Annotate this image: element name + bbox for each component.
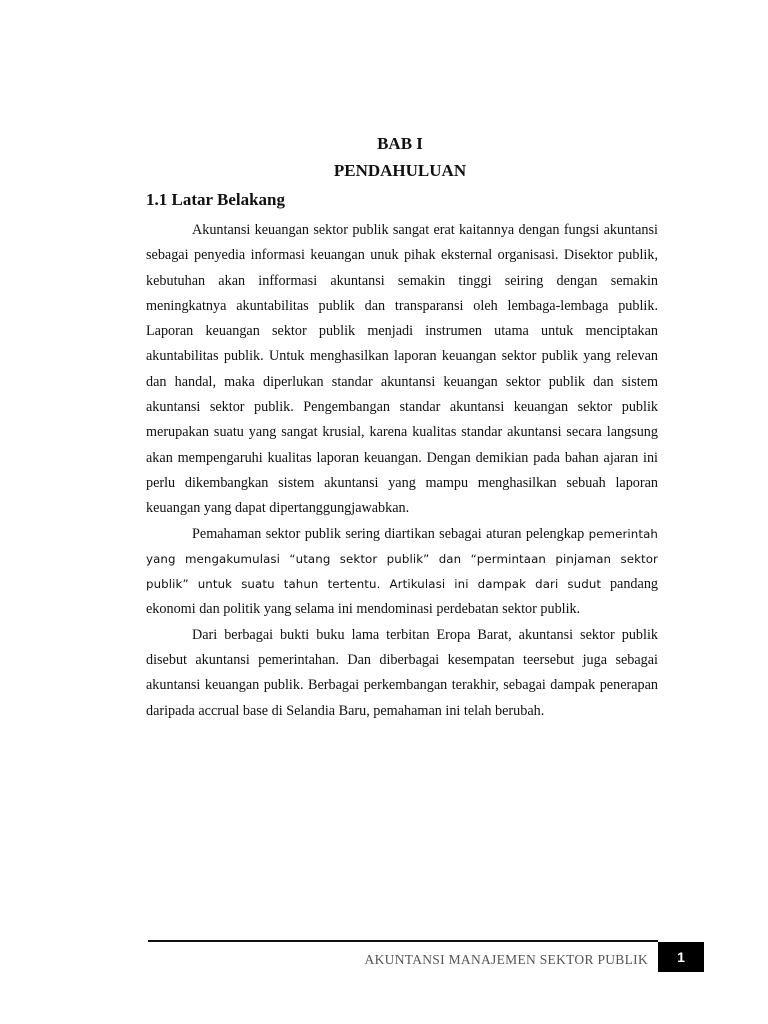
chapter-number: BAB I xyxy=(377,134,423,153)
chapter-title: PENDAHULUAN xyxy=(333,161,467,180)
footer-rule xyxy=(148,940,658,942)
paragraph-2-start: Pemahaman sektor publik sering diartikan sebagai aturan pelengkap xyxy=(192,525,585,542)
paragraph-2-end: pandang ekonomi dan politik yang selama ini mendominasi perdebatan sektor publik. xyxy=(146,576,659,618)
body-text xyxy=(146,218,658,724)
footer-running-title: AKUNTANSI MANAJEMEN SEKTOR PUBLIK xyxy=(364,952,648,967)
paragraph-1: Akuntansi keuangan sektor publik sangat erat kaitannya dengan fungsi akuntansi sebagai penyedia informasi keuangan unuk pihak eksternal organisasi. Disektor publik, kebutuhan akan infformasi akuntansi semakin tinggi seiring dengan semakin meningkatnya akuntabilitas publik dan transparansi oleh lembaga-lembaga publik. Laporan keuangan sektor publik menjadi instrumen utama untuk menciptakan akuntabilitas publik. Untuk menghasilkan laporan keuangan sektor publik yang relevan dan handal, maka diperlukan standar akuntansi keuangan sektor publik dan sistem akuntansi sektor publik. Pengembangan standar akuntansi keuangan sektor publik merupakan suatu yang sangat krusial, karena kualitas standar akuntansi secara langsung akan mempengaruhi kualitas laporan keuangan. Dengan demikian pada bahan ajaran ini perlu dikembangkan sistem akuntansi yang mampu menghasilkan sebuah laporan keuangan yang dapat dipertanggungjawabkan. xyxy=(146,222,658,517)
paragraph-2 xyxy=(146,522,658,623)
paragraph-2-alt-font: pemerintah yang mengakumulasi “utang sektor publik” dan “permintaan pinjaman sektor publik” untuk suatu tahun tertentu. Artikulasi ini dampak dari sudut xyxy=(146,526,658,592)
paragraph-3: Dari berbagai bukti buku lama terbitan Eropa Barat, akuntansi sektor publik disebut akuntansi pemerintahan. Dan diberbagai kesempatan teersebut juga sebagai akuntansi keuangan publik. Berbagai perkembangan terakhir, sebagai dampak penerapan daripada accrual base di Selandia Baru, pemahaman ini telah berubah. xyxy=(146,626,658,719)
section-heading: 1.1 Latar Belakang xyxy=(146,190,286,209)
page-number-badge: 1 xyxy=(658,942,704,972)
